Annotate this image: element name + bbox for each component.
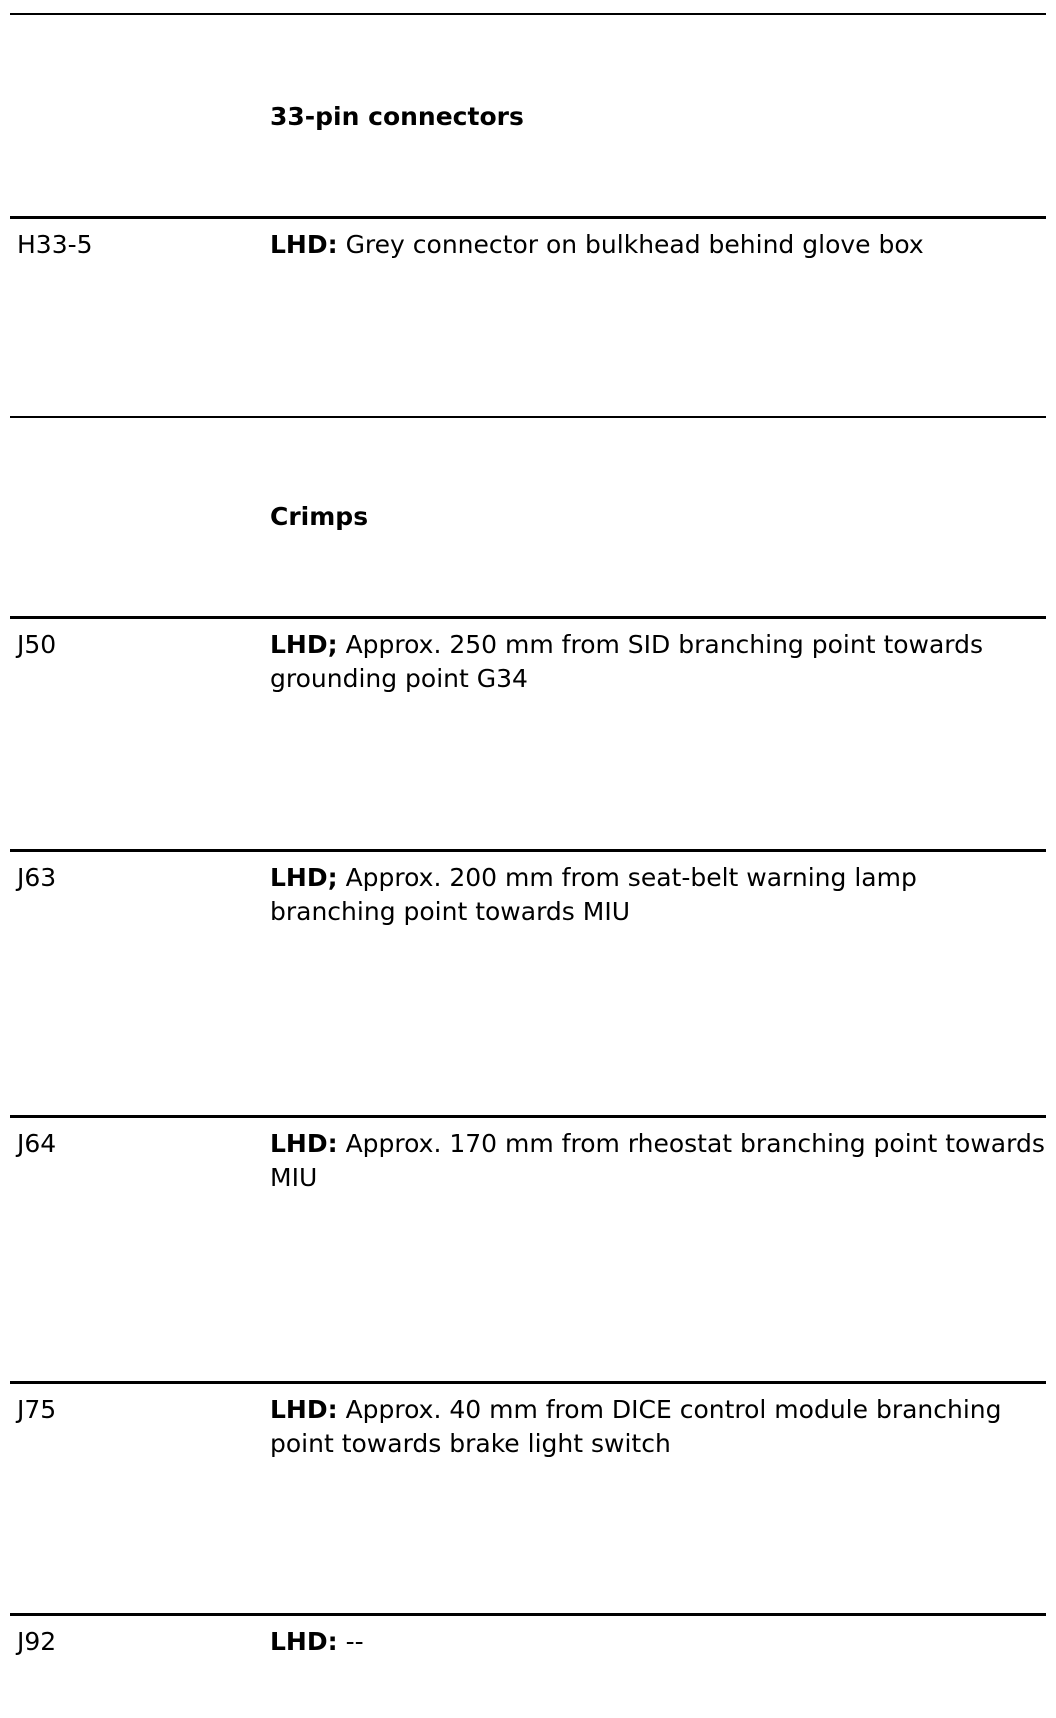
component-id: J50 xyxy=(17,630,57,659)
lhd-tag: LHD; xyxy=(270,863,338,892)
row-rule-j63 xyxy=(10,849,1046,852)
lhd-tag: LHD: xyxy=(270,1627,338,1656)
lhd-tag: LHD; xyxy=(270,630,338,659)
lhd-tag: LHD: xyxy=(270,230,338,259)
row-rule-j50 xyxy=(10,616,1046,619)
component-location xyxy=(270,628,1046,696)
component-location xyxy=(270,1393,1046,1461)
component-location xyxy=(270,228,1046,262)
top-rule xyxy=(10,13,1046,15)
location-text: Approx. 200 mm from seat-belt warning lamp branching point towards MIU xyxy=(270,863,917,926)
component-location xyxy=(270,861,1046,929)
component-id: J92 xyxy=(17,1627,57,1656)
row-rule-j75 xyxy=(10,1381,1046,1384)
location-text: Approx. 250 mm from SID branching point towards grounding point G34 xyxy=(270,630,984,693)
component-location xyxy=(270,1127,1046,1195)
lhd-tag: LHD: xyxy=(270,1129,338,1158)
location-text: Grey connector on bulkhead behind glove box xyxy=(345,230,924,259)
lhd-tag: LHD: xyxy=(270,1395,338,1424)
row-rule-j92 xyxy=(10,1613,1046,1616)
row-rule-h33-5 xyxy=(10,216,1046,219)
component-id: J64 xyxy=(17,1129,57,1158)
component-id: J75 xyxy=(17,1395,57,1424)
component-id: J63 xyxy=(17,863,57,892)
section-heading-crimps: Crimps xyxy=(270,502,369,531)
section-rule-crimps xyxy=(10,416,1046,418)
row-rule-j64 xyxy=(10,1115,1046,1118)
location-text: -- xyxy=(345,1627,364,1656)
section-heading-33-pin-connectors: 33-pin connectors xyxy=(270,102,524,131)
component-id: H33-5 xyxy=(17,230,93,259)
location-text: Approx. 40 mm from DICE control module branching point towards brake light switch xyxy=(270,1395,1002,1458)
component-location xyxy=(270,1625,1046,1659)
location-text: Approx. 170 mm from rheostat branching point towards MIU xyxy=(270,1129,1045,1192)
